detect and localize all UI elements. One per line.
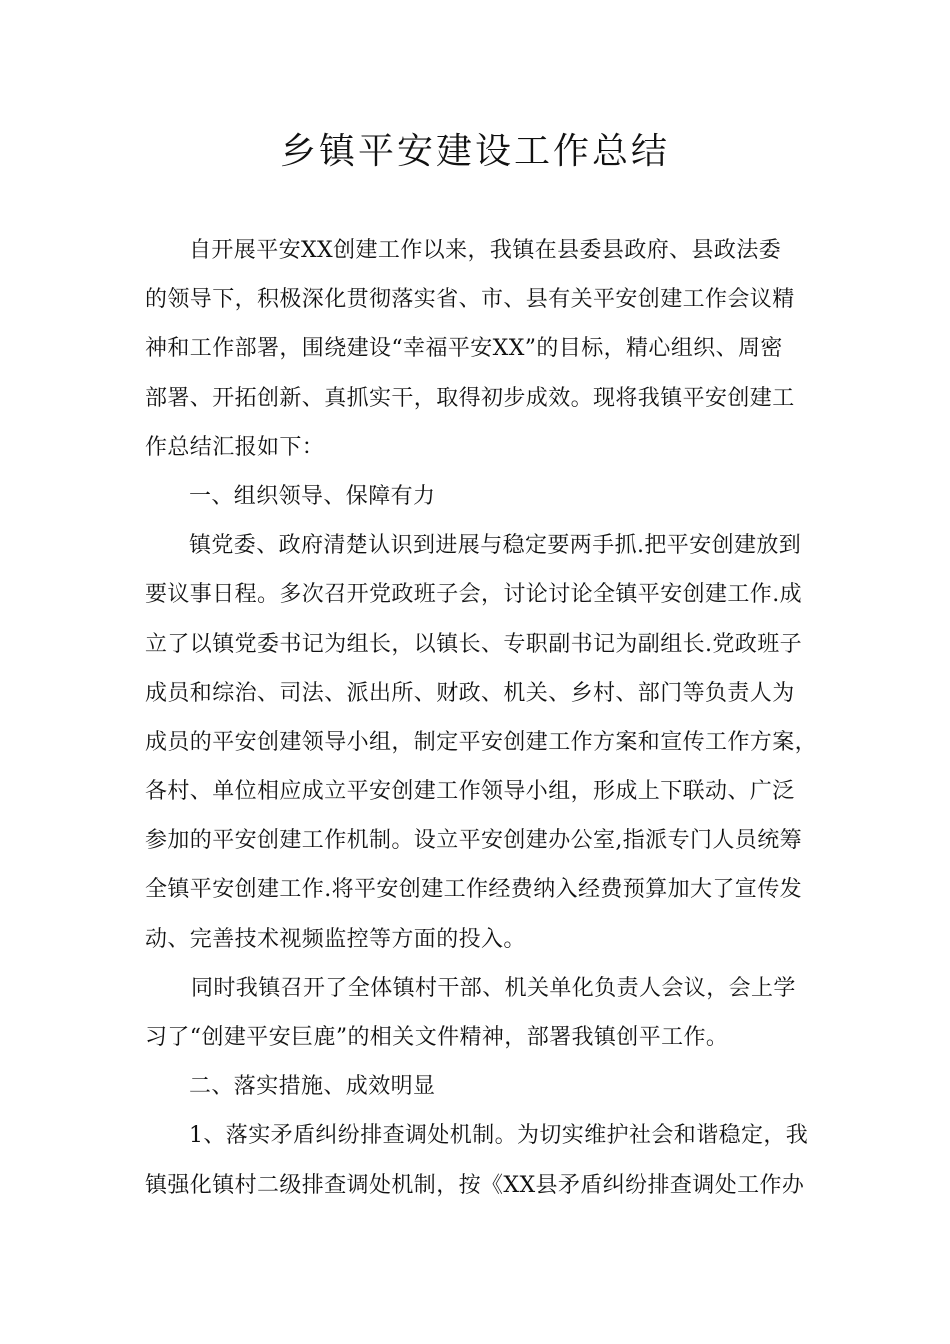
text-line: 动、完善技术视频监控等方面的投入。 — [145, 926, 526, 952]
text-line: 成员和综治、司法、派出所、财政、机关、乡村、部门等负责人为 — [145, 680, 795, 706]
document-body — [145, 226, 835, 1210]
text-line: 作总结汇报如下： — [145, 434, 325, 460]
text-line: 成员的平安创建领导小组，制定平安创建工作方案和宣传工作方案， — [145, 729, 818, 755]
text-line: 1、落实矛盾纠纷排查调处机制。为切实维护社会和谐稳定，我 — [189, 1123, 809, 1149]
text-line: 习了“创建平安巨鹿”的相关文件精神，部署我镇创平工作。 — [145, 1025, 729, 1050]
text-line: 同时我镇召开了全体镇村干部、机关单化负责人会议，会上学 — [191, 975, 796, 1001]
document-title: 乡镇平安建设工作总结 — [279, 131, 670, 172]
text-line: 镇党委、政府清楚认识到进展与稳定要两手抓.把平安创建放到 — [189, 533, 802, 559]
text-line: 部署、开拓创新、真抓实干，取得初步成效。现将我镇平安创建工 — [145, 385, 795, 411]
text-line: 参加的平安创建工作机制。设立平安创建办公室,指派专门人员统筹 — [145, 828, 802, 854]
text-line: 自开展平安XX创建工作以来，我镇在县委县政府、县政法委 — [189, 238, 782, 263]
text-line: 立了以镇党委书记为组长，以镇长、专职副书记为副组长.党政班子 — [145, 631, 802, 657]
text-line: 神和工作部署，围绕建设“幸福平安XX”的目标，精心组织、周密 — [145, 336, 783, 362]
text-line: 的领导下，积极深化贯彻落实省、市、县有关平安创建工作会议精 — [145, 287, 795, 313]
section-heading: 一、组织领导、保障有力 — [189, 483, 436, 509]
text-line: 全镇平安创建工作.将平安创建工作经费纳入经费预算加大了宣传发 — [145, 877, 802, 903]
section-heading: 二、落实措施、成效明显 — [189, 1074, 436, 1100]
text-line: 镇强化镇村二级排查调处机制，按《XX县矛盾纠纷排查调处工作办 — [145, 1172, 805, 1198]
text-line: 各村、单位相应成立平安创建工作领导小组，形成上下联动、广泛 — [145, 779, 795, 805]
text-line: 要议事日程。多次召开党政班子会，讨论讨论全镇平安创建工作.成 — [145, 582, 802, 608]
